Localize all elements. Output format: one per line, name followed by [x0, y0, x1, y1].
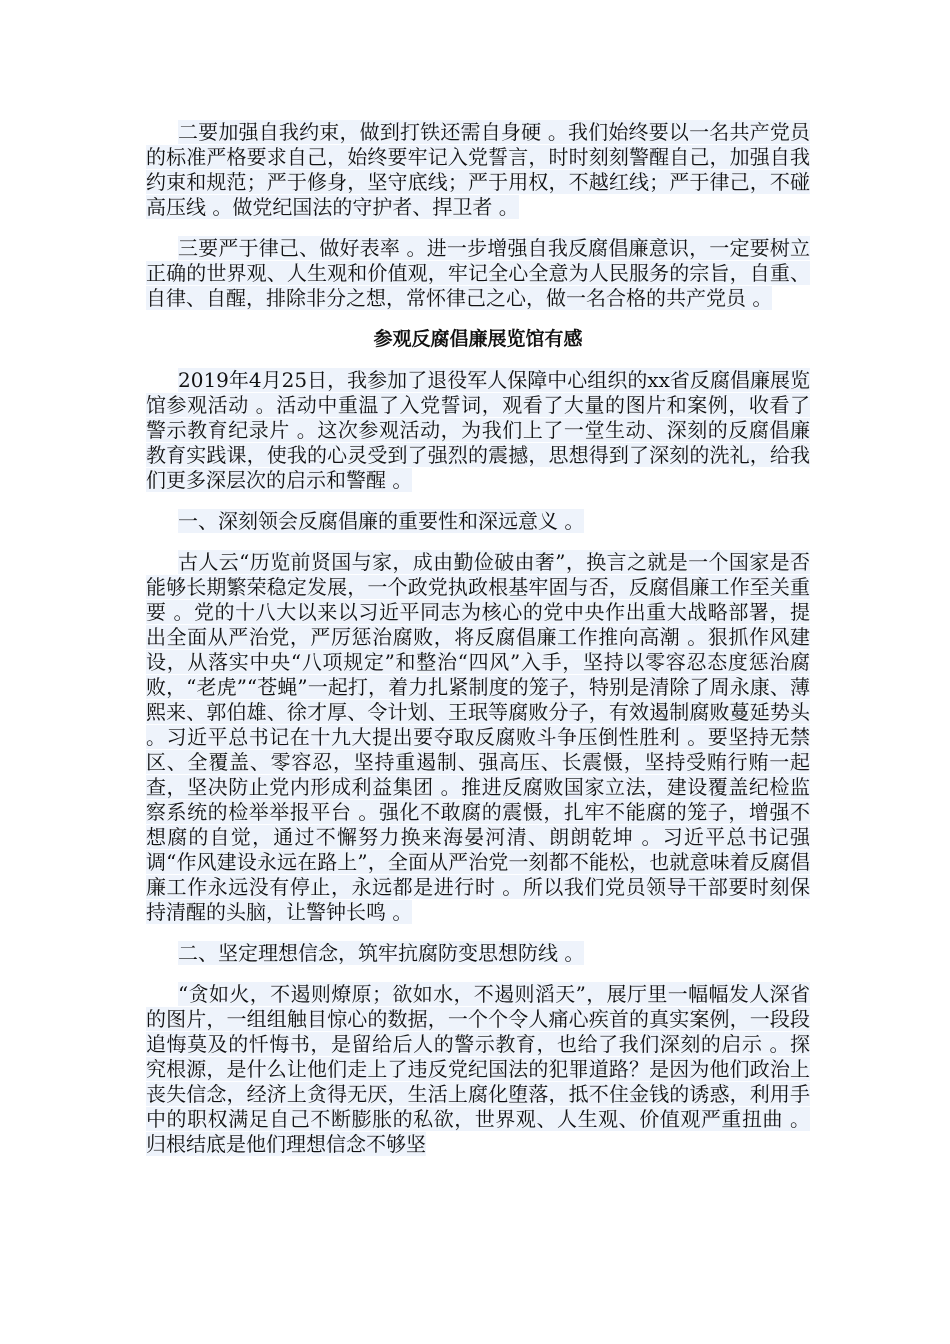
- paragraph-text: 三要严于律己、做好表率 。进一步增强自我反腐倡廉意识，一定要树立正确的世界观、人生观和价值观，牢记全心全意为人民服务的宗旨，自重、自律、自醒，排除非分之想，常怀律己之心，做一名合格的共产党员 。: [146, 236, 810, 310]
- document-body: [146, 120, 810, 1157]
- paragraph-intro: [146, 368, 810, 493]
- article-title: 参观反腐倡廉展览馆有感: [373, 328, 583, 350]
- paragraph-set-example: [146, 236, 810, 311]
- paragraph-text: 一、深刻领会反腐倡廉的重要性和深远意义 。: [178, 509, 585, 533]
- paragraph-self-discipline: [146, 120, 810, 220]
- paragraph-text: 古人云“历览前贤国与家，成由勤俭破由奢”，换言之就是一个国家是否能够长期繁荣稳定发展，一个政党执政根基牢固与否，反腐倡廉工作至关重要 。党的十八大以来以习近平同志为核心的党中央作出重大战略部署，提出全面从严治党，严厉惩治腐败，将反腐倡廉工作推向高潮 。狠抓作风建设，从落实中央“八项规定”和整治“四风”入手，坚持以零容忍态度惩治腐败，“老虎”“苍蝇”一起打，着力扎紧制度的笼子，特别是清除了周永康、薄熙来、郭伯雄、徐才厚、令计划、王珉等腐败分子，有效遏制腐败蔓延势头 。习近平总书记在十九大提出要夺取反腐败斗争压倒性胜利 。要坚持无禁区、全覆盖、零容忍，坚持重遏制、强高压、长震慑，坚持受贿行贿一起查，坚决防止党内形成利益集团 。推进反腐败国家立法，建设覆盖纪检监察系统的检举举报平台 。强化不敢腐的震慑，扎牢不能腐的笼子，增强不想腐的自觉，通过不懈努力换来海晏河清、朗朗乾坤 。习近平总书记强调“作风建设永远在路上”，全面从严治党一刻都不能松，也就意味着反腐倡廉工作永远没有停止，永远都是进行时 。所以我们党员领导干部要时刻保持清醒的头脑，让警钟长鸣 。: [146, 550, 810, 924]
- section-heading-1: [146, 509, 810, 534]
- paragraph-significance: [146, 550, 810, 925]
- section-heading-2: [146, 941, 810, 966]
- paragraph-text: “贪如火，不遏则燎原；欲如水，不遏则滔天”，展厅里一幅幅发人深省的图片，一组组触目惊心的数据，一个个令人痛心疾首的真实案例，一段段追悔莫及的忏悔书，是留给后人的警示教育，也给了我们深刻的启示 。探究根源，是什么让他们走上了违反党纪国法的犯罪道路？是因为他们政治上丧失信念，经济上贪得无厌，生活上腐化堕落，抵不住金钱的诱惑，利用手中的职权满足自己不断膨胀的私欲，世界观、人生观、价值观严重扭曲 。归根结底是他们理想信念不够坚: [146, 982, 810, 1156]
- paragraph-ideals: [146, 982, 810, 1157]
- paragraph-text: 2019年4月25日，我参加了退役军人保障中心组织的xx省反腐倡廉展览馆参观活动 。活动中重温了入党誓词，观看了大量的图片和案例，收看了警示教育纪录片 。这次参观活动，为我们上了一堂生动、深刻的反腐倡廉教育实践课，使我的心灵受到了强烈的震撼，思想得到了深刻的洗礼，给我们更多深层次的启示和警醒 。: [146, 368, 810, 492]
- paragraph-text: 二要加强自我约束，做到打铁还需自身硬 。我们始终要以一名共产党员的标准严格要求自己，始终要牢记入党誓言，时时刻刻警醒自己，加强自我约束和规范；严于修身，坚守底线；严于用权，不越红线；严于律己，不碰高压线 。做党纪国法的守护者、捍卫者 。: [146, 120, 810, 219]
- paragraph-text: 二、坚定理想信念，筑牢抗腐防变思想防线 。: [178, 941, 585, 965]
